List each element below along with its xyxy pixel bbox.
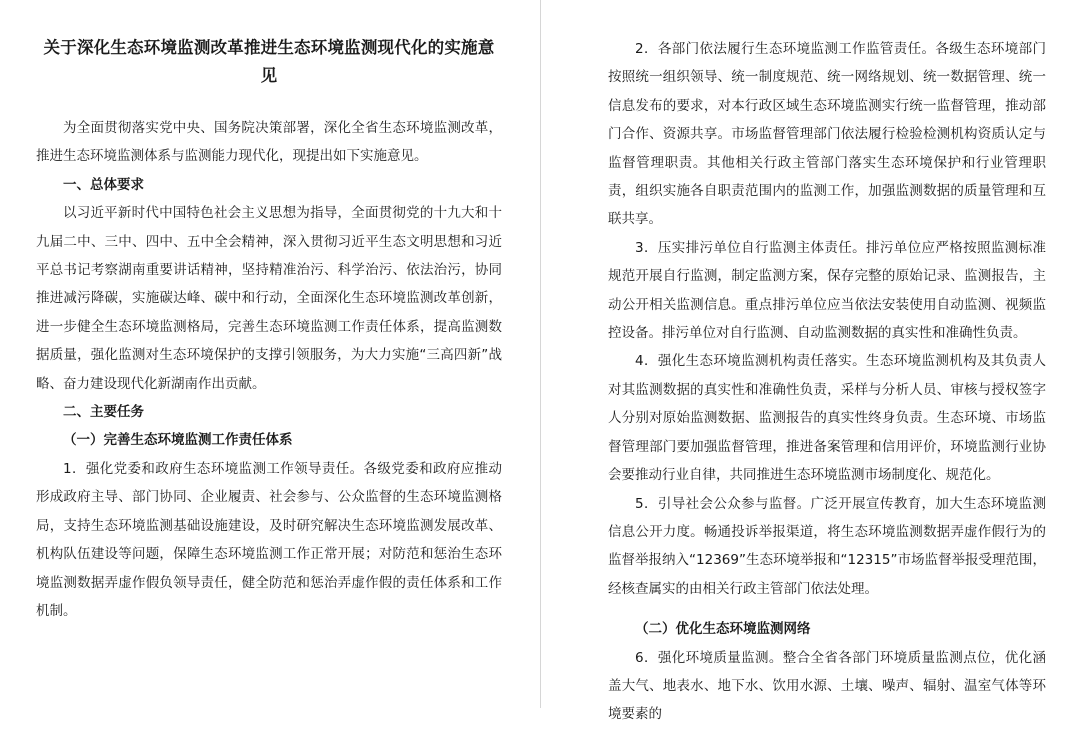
task-item-5: 5．引导社会公众参与监督。广泛开展宣传教育，加大生态环境监测信息公开力度。畅通投诉举报渠道，将生态环境监测数据弄虚作假行为的监督举报纳入“12369”生态环境举报和“12315”市场监督举报受理范围，经核查属实的由相关行政主管部门依法处理。 bbox=[608, 495, 1046, 597]
intro-paragraph: 为全面贯彻落实党中央、国务院决策部署，深化全省生态环境监测改革，推进生态环境监测体系与监测能力现代化，现提出如下实施意见。 bbox=[36, 120, 502, 165]
task-item-6: 6．强化环境质量监测。整合全省各部门环境质量监测点位，优化涵盖大气、地表水、地下水、饮用水源、土壤、噪声、辐射、温室气体等环境要素的 bbox=[608, 649, 1046, 723]
document-page-right bbox=[608, 0, 1046, 723]
task-item-1: 1．强化党委和政府生态环境监测工作领导责任。各级党委和政府应推动形成政府主导、部门协同、企业履责、社会参与、公众监督的生态环境监测格局，支持生态环境监测基础设施建设，及时研究解决生态环境监测发展改革、机构队伍建设等问题，保障生态环境监测工作正常开展；对防范和惩治生态环境监测数据弄虚作假负领导责任，健全防范和惩治弄虚作假的责任体系和工作机制。 bbox=[36, 460, 502, 619]
document-page-left bbox=[36, 0, 502, 708]
task-item-4: 4．强化生态环境监测机构责任落实。生态环境监测机构及其负责人对其监测数据的真实性和准确性负责，采样与分析人员、审核与授权签字人分别对原始监测数据、监测报告的真实性终身负责。生态环境、市场监督管理部门要加强监督管理，推进备案管理和信用评价，环境监测行业协会要推动行业自律，共同推进生态环境监测市场制度化、规范化。 bbox=[608, 353, 1046, 484]
task-item-2: 2．各部门依法履行生态环境监测工作监管责任。各级生态环境部门按照统一组织领导、统一制度规范、统一网络规划、统一数据管理、统一信息发布的要求，对本行政区域生态环境监测实行统一监督管理，推动部门合作、资源共享。市场监督管理部门依法履行检验检测机构资质认定与监督管理职责。其他相关行政主管部门落实生态环境保护和行业管理职责，组织实施各自职责范围内的监测工作，加强监测数据的质量管理和互联共享。 bbox=[608, 41, 1046, 228]
section-heading-main-tasks: 二、主要任务 bbox=[63, 404, 144, 421]
task-item-3: 3．压实排污单位自行监测主体责任。排污单位应严格按照监测标准规范开展自行监测，制定监测方案，保存完整的原始记录、监测报告，主动公开相关监测信息。重点排污单位应当依法安装使用自动监测、视频监控设备。排污单位对自行监测、自动监测数据的真实性和准确性负责。 bbox=[608, 239, 1046, 342]
subsection-heading-monitoring-network: （二）优化生态环境监测网络 bbox=[635, 621, 811, 638]
general-requirements-paragraph: 以习近平新时代中国特色社会主义思想为指导，全面贯彻党的十九大和十九届二中、三中、四中、五中全会精神，深入贯彻习近平生态文明思想和习近平总书记考察湖南重要讲话精神，坚持精准治污、科学治污、依法治污，协同推进减污降碳，实施碳达峰、碳中和行动，全面深化生态环境监测改革创新，进一步健全生态环境监测格局，完善生态环境监测工作责任体系，提高监测数据质量，强化监测对生态环境保护的支撑引领服务，为大力实施“三高四新”战略、奋力建设现代化新湖南作出贡献。 bbox=[36, 205, 502, 392]
section-heading-general-requirements: 一、总体要求 bbox=[63, 176, 144, 193]
page-divider bbox=[540, 0, 541, 708]
subsection-heading-responsibility-system: （一）完善生态环境监测工作责任体系 bbox=[63, 432, 293, 449]
document-title: 关于深化生态环境监测改革推进生态环境监测现代化的实施意见 bbox=[43, 38, 495, 85]
